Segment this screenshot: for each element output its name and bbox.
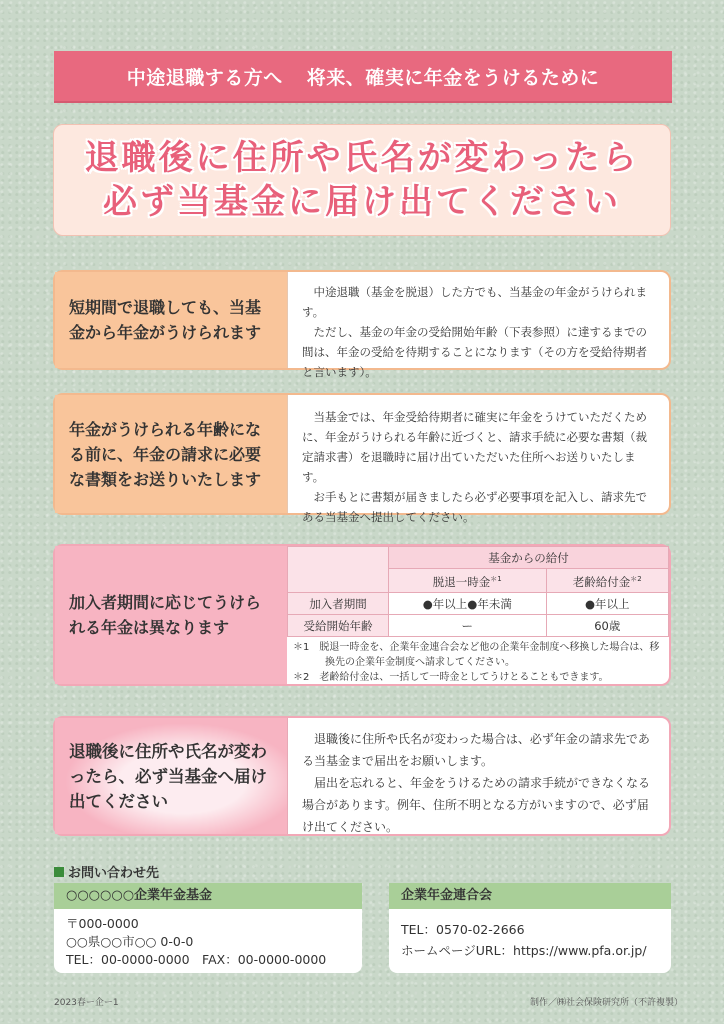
section-body [287,546,669,684]
table-corner [288,547,389,593]
paragraph: 届出を忘れると、年金をうけるための請求手続ができなくなる場合があります。例年、住所不明となる方がいますので、必ず届け出てください。 [302,776,651,834]
section-body [287,395,669,524]
homepage-url[interactable]: ホームページURL：https://www.pfa.or.jp/ [401,943,647,958]
phone-fax: TEL：00-0000-0000 FAX：00-0000-0000 [66,952,327,967]
table-cell: ●年以上 [546,593,668,615]
table-cell: ー [389,615,547,637]
section-benefits [53,544,671,686]
footer-code: 2023春ー企ー1 [54,998,119,1008]
paragraph: 当基金では、年金受給待期者に確実に年金をうけていただくために、年金がうけられる年齢に近づくと、請求手続に必要な書類（裁定請求書）を退職時に届け出ていただいた住所へお送りいたします。 [302,410,647,484]
section-body [287,718,669,834]
table-row [288,615,669,637]
contact-heading-text: お問い合わせ先 [68,866,160,881]
table-cell: 60歳 [546,615,668,637]
section-label: 退職後に住所や氏名が変わったら、必ず当基金へ届け出てください [55,718,287,834]
headline-line-1: 退職後に住所や氏名が変わったら [84,138,640,178]
footnote-mark: ＊2 [630,575,642,583]
paragraph: 中途退職（基金を脱退）した方でも、当基金の年金がうけられます。 [302,285,647,319]
postal-code: 〒000-0000 [66,916,139,931]
section-label: 加入者期間に応じてうけられる年金は異なります [55,546,287,684]
table-group-header: 基金からの給付 [389,547,669,569]
table-cell: ●年以上●年未満 [389,593,547,615]
table-col-header [546,569,668,593]
contact-body [389,909,671,967]
banner-text-2: 将来、確実に年金をうけるために [306,66,600,89]
section-body [287,272,669,379]
phone: TEL：0570-02-2666 [401,922,525,937]
section-short-term [53,270,671,379]
col-label: 老齢給付金 [572,575,631,589]
footer-credit: 制作／㈱社会保険研究所（不許複製） [530,998,684,1008]
note: ＊1 脱退一時金を、企業年金連合会など他の企業年金制度へ移換した場合は、移換先の企業年金制度へ請求してください。 [293,642,660,668]
row-header: 加入者期間 [288,593,389,615]
paragraph: 退職後に住所や氏名が変わった場合は、必ず年金の請求先である当基金まで届出をお願いします。 [302,732,650,768]
table-col-header [389,569,547,593]
headline-line-2: 必ず当基金に届け出てください [103,182,621,222]
contact-body [54,909,362,975]
top-banner [54,51,672,101]
benefits-table [287,546,669,637]
paragraph: お手もとに書類が届きましたら必ず必要事項を記入し、請求先である当基金へ提出してください。 [302,490,647,524]
table-row [288,593,669,615]
paragraph: ただし、基金の年金の受給開始年齢（下表参照）に達するまでの間は、年金の受給を待期することになります（その方を受給待期者と言います）。 [302,325,647,379]
contact-union-box [389,883,671,973]
headline-box [53,124,671,236]
section-notify [53,716,671,836]
footnote-mark: ＊1 [490,575,502,583]
address: ○○県○○市○○ 0-0-0 [66,934,194,949]
section-label: 年金がうけられる年齢になる前に、年金の請求に必要な書類をお送りいたします [55,395,287,513]
banner-text-1: 中途退職する方へ [126,66,283,89]
col-label: 脱退一時金 [432,575,491,589]
square-bullet-icon [54,867,64,877]
table-notes [287,637,669,688]
section-label: 短期間で退職しても、当基金から年金がうけられます [55,272,287,368]
row-header: 受給開始年齢 [288,615,389,637]
section-documents [53,393,671,524]
contact-fund-box [54,883,362,973]
contact-title: ○○○○○○企業年金基金 [54,883,362,909]
note: ＊2 老齢給付金は、一括して一時金としてうけとることもできます。 [293,672,609,683]
contact-heading [54,862,159,881]
contact-title: 企業年金連合会 [389,883,671,909]
